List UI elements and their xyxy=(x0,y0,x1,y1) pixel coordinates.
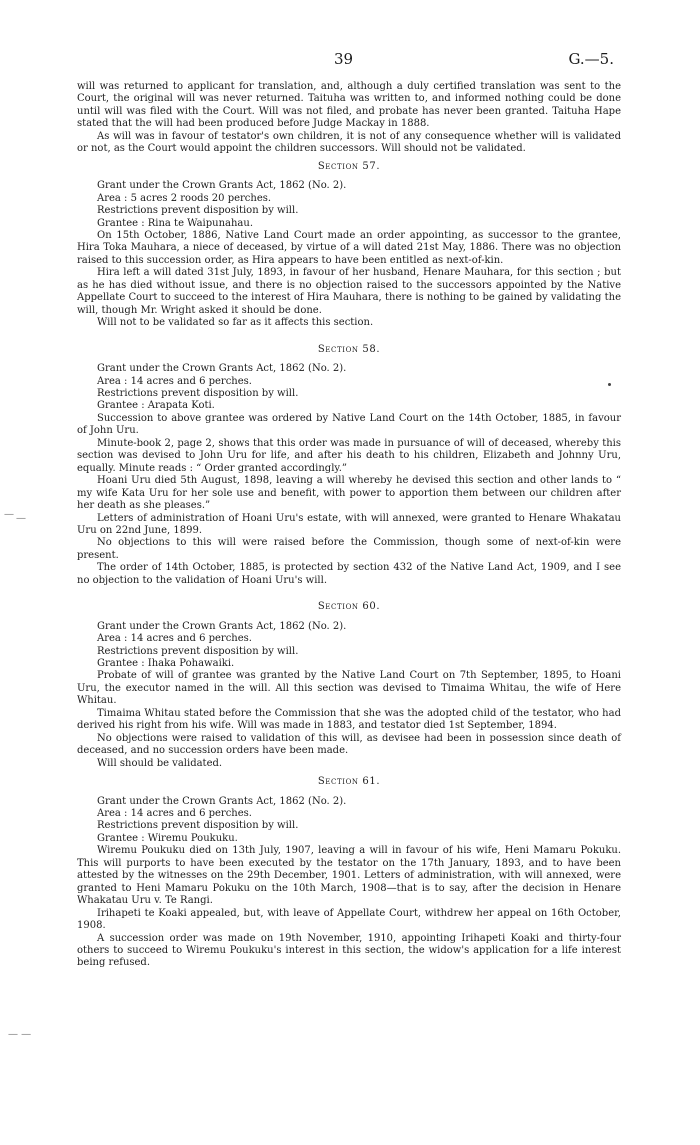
restrictions-line: Restrictions prevent disposition by will. xyxy=(97,645,299,657)
paragraph: Will should be validated. xyxy=(97,757,223,769)
section-heading: Section 58. xyxy=(317,343,381,355)
restrictions-line: Restrictions prevent disposition by will. xyxy=(97,387,299,399)
grant-line: Grant under the Crown Grants Act, 1862 (No. 2). xyxy=(97,795,347,807)
section-heading: Section 57. xyxy=(317,160,381,172)
paragraph: Will not to be validated so far as it affects this section. xyxy=(97,317,374,329)
paragraph: A succession order was made on 19th November, 1910, appointing Irihapeti Koaki and thirty-four others to succeed to Wiremu Poukuku's interest in this section, the widow's application for a life interest being refused. xyxy=(77,932,621,969)
grantee-line: Grantee : Wiremu Poukuku. xyxy=(97,832,238,844)
section-heading: Section 61. xyxy=(317,776,381,788)
section-heading: Section 60. xyxy=(317,601,381,613)
paragraph: Hoani Uru died 5th August, 1898, leaving a will whereby he devised this section and other lands to “ my wife Kata Uru for her sole use and benefit, with power to apportion them between our children after her death as she pleases.” xyxy=(77,475,621,512)
page-body xyxy=(77,81,621,970)
paragraph: On 15th October, 1886, Native Land Court made an order appointing, as successor to the grantee, Hira Toka Mauhara, a niece of deceased, by virtue of a will dated 21st May, 1886. There was no objection raised to this succession order, as Hira appears to have been entitled as next-of-kin. xyxy=(77,229,621,266)
margin-mark: — xyxy=(16,513,26,524)
paragraph: Wiremu Poukuku died on 13th July, 1907, leaving a will in favour of his wife, Heni Mamaru Pokuku. This will purports to have been executed by the testator on the 17th January, 1893, and to have been attested by the witnesses on the 29th December, 1901. Letters of administration, with will annexed, were granted to Heni Mamaru Pokuku on the 10th March, 1908—that is to say, after the decision in Henare Whakatau Uru v. Te Rangi. xyxy=(77,845,621,907)
page-number: 39 xyxy=(334,50,354,68)
paragraph: Hira left a will dated 31st July, 1893, in favour of her husband, Henare Mauhara, for this section ; but as he has died without issue, and there is no objection raised to the successors appointed by the Native Appellate Court to succeed to the interest of Hira Mauhara, there is nothing to be gained by validating the will, though Mr. Wright asked it should be done. xyxy=(77,267,621,316)
opening-paragraph: As will was in favour of testator's own children, it is not of any consequence whether will is validated or not, as the Court would appoint the children successors. Will should not be validated. xyxy=(77,130,621,155)
paragraph: Letters of administration of Hoani Uru's estate, with will annexed, were granted to Henare Whakatau Uru on 22nd June, 1899. xyxy=(77,512,621,536)
paragraph: Succession to above grantee was ordered by Native Land Court on the 14th October, 1885, in favour of John Uru. xyxy=(77,412,621,437)
paragraph: No objections to this will were raised before the Commission, though some of next-of-kin were present. xyxy=(77,537,621,561)
page-header xyxy=(0,50,700,70)
area-line: Area : 14 acres and 6 perches. xyxy=(97,633,252,645)
grant-line: Grant under the Crown Grants Act, 1862 (No. 2). xyxy=(97,620,347,632)
grant-line: Grant under the Crown Grants Act, 1862 (No. 2). xyxy=(97,180,347,192)
document-reference: G.—5. xyxy=(568,50,614,68)
grantee-line: Grantee : Ihaka Pohawaiki. xyxy=(97,658,235,670)
paragraph: Timaima Whitau stated before the Commission that she was the adopted child of the testator, who had derived his right from his wife. Will was made in 1883, and testator died 1st September, 1894. xyxy=(77,707,621,732)
paragraph: The order of 14th October, 1885, is protected by section 432 of the Native Land Act, 1909, and I see no objection to the validation of Hoani Uru's will. xyxy=(77,562,621,586)
paragraph: Irihapeti te Koaki appealed, but, with leave of Appellate Court, withdrew her appeal on 16th October, 1908. xyxy=(77,907,621,932)
margin-mark: — xyxy=(4,509,14,520)
area-line: Area : 5 acres 2 roods 20 perches. xyxy=(97,192,272,204)
area-line: Area : 14 acres and 6 perches. xyxy=(97,375,252,387)
paragraph: Minute-book 2, page 2, shows that this order was made in pursuance of will of deceased, whereby this section was devised to John Uru for life, and after his death to his children, Elizabeth and Johnny Uru, equally. Minute reads : “ Order granted accordingly.” xyxy=(77,437,621,474)
scan-speck xyxy=(608,383,611,386)
grant-line: Grant under the Crown Grants Act, 1862 (No. 2). xyxy=(97,363,347,375)
grantee-line: Grantee : Arapata Koti. xyxy=(97,400,215,412)
opening-paragraph: will was returned to applicant for translation, and, although a duly certified translation was sent to the Court, the original will was never returned. Taituha was written to, and informed nothing could be done until will was filed with the Court. Will was not filed, and probate has never been granted. Taituha Hape stated that the will had been produced before Judge Mackay in 1888. xyxy=(77,81,621,130)
margin-mark: — — xyxy=(8,1029,32,1040)
restrictions-line: Restrictions prevent disposition by will. xyxy=(97,205,299,217)
restrictions-line: Restrictions prevent disposition by will. xyxy=(97,820,299,832)
grantee-line: Grantee : Rina te Waipunahau. xyxy=(97,217,254,229)
area-line: Area : 14 acres and 6 perches. xyxy=(97,808,252,820)
paragraph: No objections were raised to validation of this will, as devisee had been in possession since death of deceased, and no succession orders have been made. xyxy=(77,732,621,757)
paragraph: Probate of will of grantee was granted by the Native Land Court on 7th September, 1895, to Hoani Uru, the executor named in the will. All this section was devised to Timaima Whitau, the wife of Here Whitau. xyxy=(77,670,621,707)
